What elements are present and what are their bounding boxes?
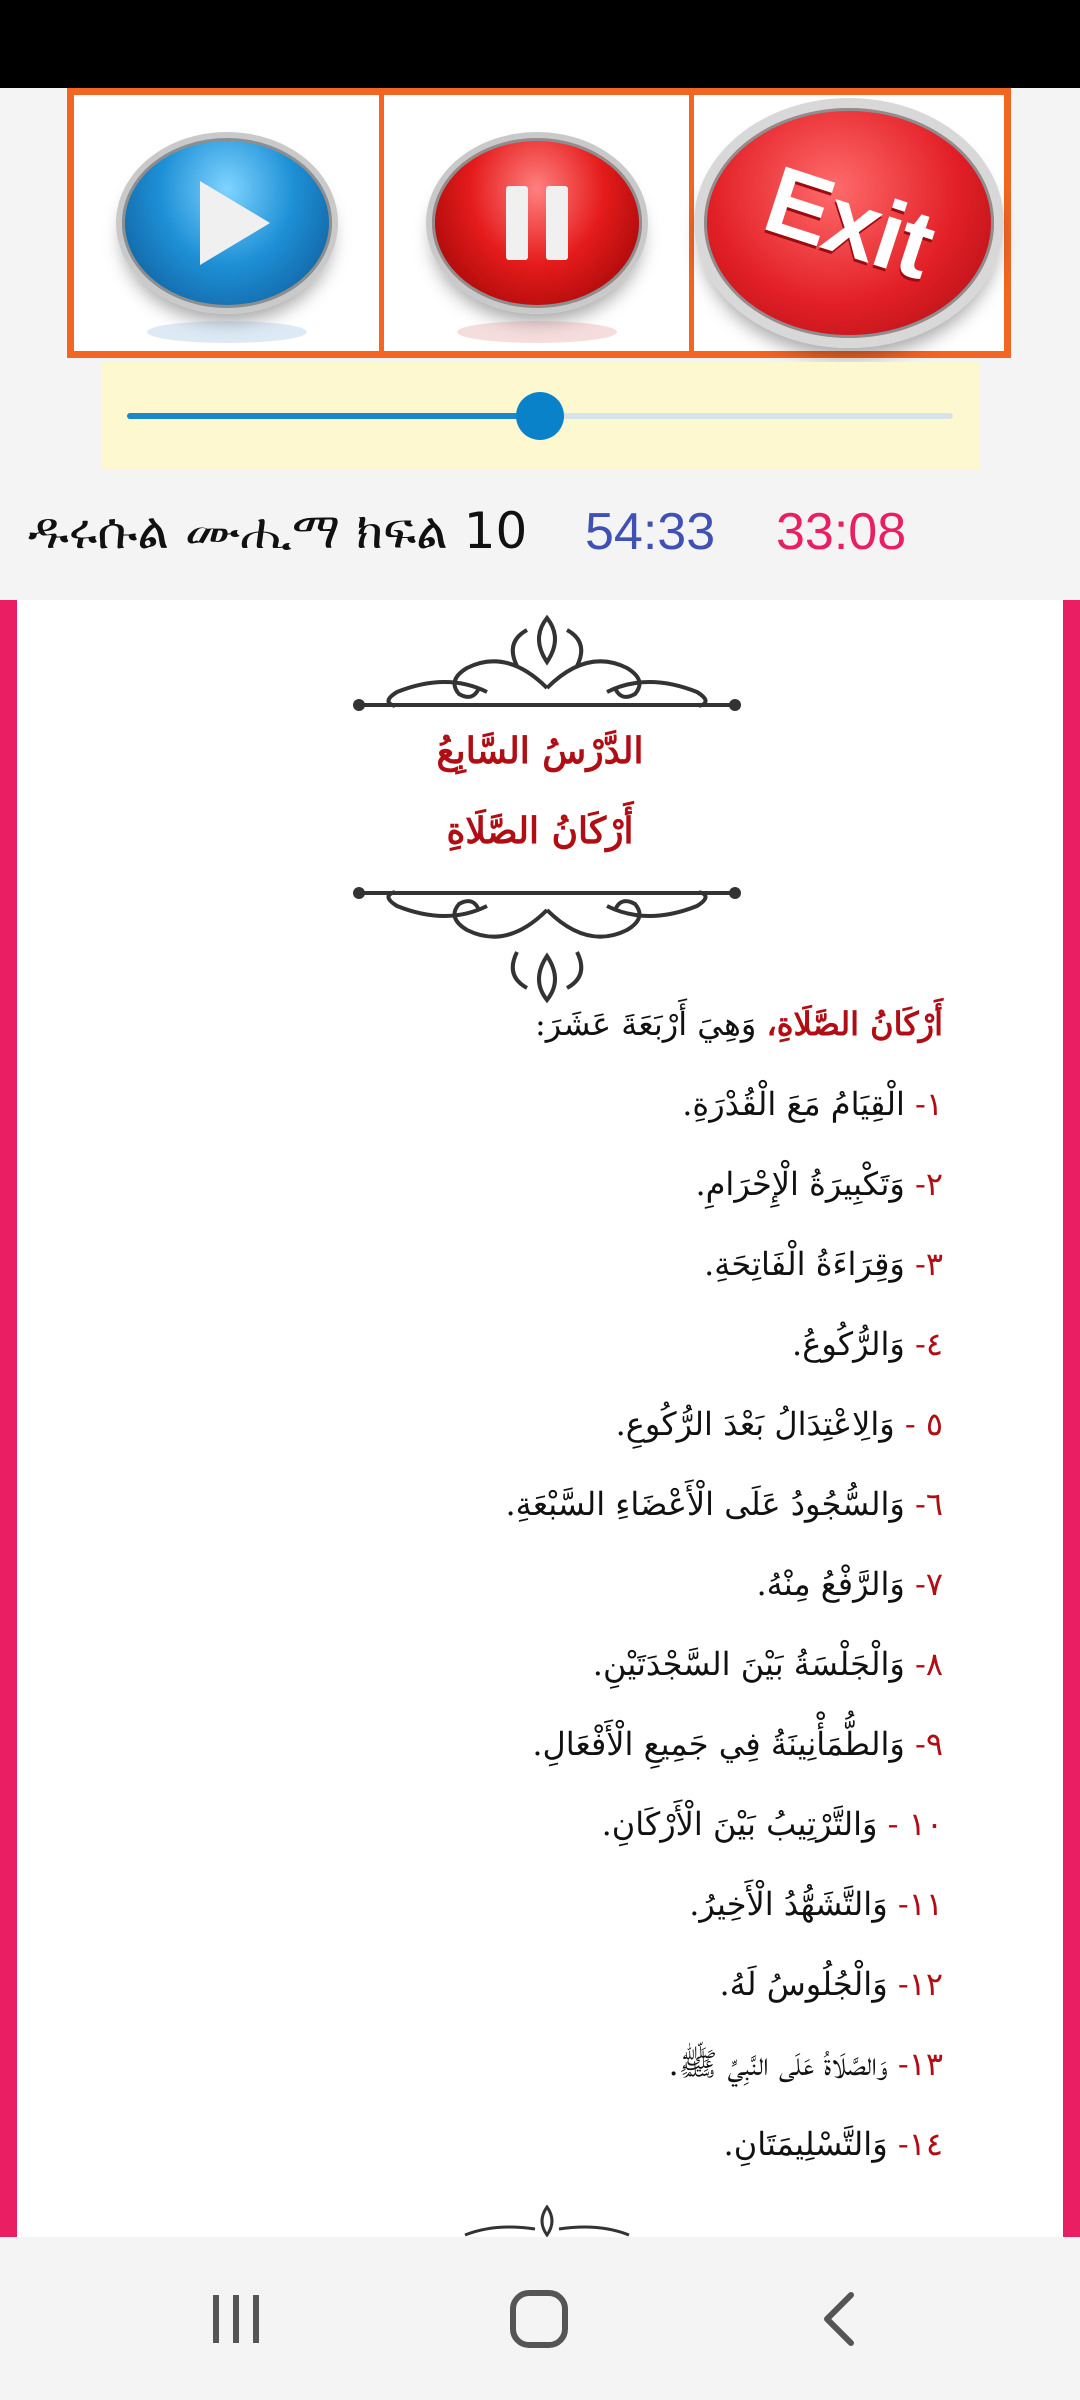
pillar-text: وَالتَّرْتِيبُ بَيْنَ الْأَرْكَانِ. [601,1805,878,1843]
pillar-number: ٤- [915,1325,943,1363]
pillar-item [532,1725,943,1763]
home-icon [507,2287,571,2351]
pillar-text: وَتَكْبِيرَةُ الْإِحْرَامِ. [695,1165,905,1203]
pillar-number: ١٤- [897,2125,943,2163]
lesson-subheading: أَرْكَانُ الصَّلَاةِ [446,810,634,852]
pillar-text: وَقِرَاءَةُ الْفَاتِحَةِ. [704,1245,905,1283]
elapsed-time: 54:33 [585,503,716,561]
pillar-item [704,1245,943,1283]
seek-bar-container [101,362,979,470]
back-icon [811,2289,871,2349]
pillar-number: ١١- [897,1885,943,1923]
home-button[interactable] [469,2237,609,2400]
play-icon [116,132,338,314]
pillar-number: ٨- [915,1645,943,1683]
lesson-title: ዱሩሱል ሙሒማ ክፍል 10 [28,502,528,560]
pillar-text: وَالتَّشَهُّدُ الْأَخِيرُ. [689,1885,888,1923]
pillar-item [616,1405,943,1443]
pillar-item [756,1565,943,1603]
pillar-item [602,1805,943,1843]
pillar-number: ١٠ - [887,1805,943,1843]
intro-text: وَهِيَ أَرْبَعَةَ عَشَرَ: [535,1005,757,1043]
pillar-number: ٣- [915,1245,943,1283]
document-page[interactable] [0,600,1080,2237]
pillar-text: وَالرُّكُوعُ. [792,1325,905,1363]
recents-button[interactable] [167,2237,307,2400]
pillar-number: ٥ - [904,1405,943,1443]
pause-icon [426,132,648,314]
pillar-text: وَالِاعْتِدَالُ بَعْدَ الرُّكُوعِ. [615,1405,895,1443]
pillar-text: وَالْجُلُوسُ لَهُ. [719,1965,888,2003]
pillar-text: وَالْجَلْسَةُ بَيْنَ السَّجْدَتَيْنِ. [592,1645,905,1683]
pillar-number: ٧- [915,1565,943,1603]
pillar-text: وَالتَّسْلِيمَتَانِ. [723,2125,888,2163]
pillar-text: الْقِيَامُ مَعَ الْقُدْرَةِ. [682,1085,905,1123]
play-button[interactable] [74,95,379,351]
pillar-item [695,1165,943,1203]
pillar-text: وَالصَّلَاةُ عَلَى النَّبِيِّ ﷺ. [668,2045,888,2083]
remaining-time: 33:08 [776,503,907,561]
pillar-item [505,1485,943,1523]
seek-bar-thumb[interactable] [516,392,564,440]
pillar-item [682,1085,943,1123]
status-bar [0,0,1080,88]
pillar-item [724,2125,943,2163]
media-controls [67,88,1011,358]
pillar-number: ١- [915,1085,943,1123]
pillar-item [792,1325,943,1363]
pause-button[interactable] [379,95,689,351]
pillar-text: وَالطُّمَأْنِينَةُ فِي جَمِيعِ الْأَفْعَالِ. [532,1725,905,1763]
pillar-text: وَالسُّجُودُ عَلَى الْأَعْضَاءِ السَّبْعَةِ. [505,1485,905,1523]
pillar-number: ١٢- [897,1965,943,2003]
seek-bar-progress [127,413,540,419]
intro-highlight: أَرْكَانُ الصَّلَاةِ، [766,1005,943,1043]
exit-icon [694,98,1004,348]
pillar-item [689,1885,943,1923]
pillar-number: ٩- [915,1725,943,1763]
pillar-item [593,1645,943,1683]
pillar-number: ٢- [915,1165,943,1203]
bottom-ornament-icon [417,2205,677,2237]
pillar-number: ٦- [915,1485,943,1523]
pillar-item [719,1965,943,2003]
lesson-heading: الدَّرْسُ السَّابِعُ [436,730,644,772]
exit-button[interactable] [689,95,1004,351]
pillar-text: وَالرَّفْعُ مِنْهُ. [756,1565,905,1603]
seek-bar[interactable] [127,413,953,419]
intro-line [535,1005,943,1043]
pillar-number: ١٣- [897,2045,943,2083]
back-button[interactable] [771,2237,911,2400]
pillar-item [668,2045,943,2091]
playback-info [0,470,1080,600]
exit-label: Exit [752,145,946,300]
recents-icon [207,2289,267,2349]
navigation-bar [0,2237,1080,2400]
